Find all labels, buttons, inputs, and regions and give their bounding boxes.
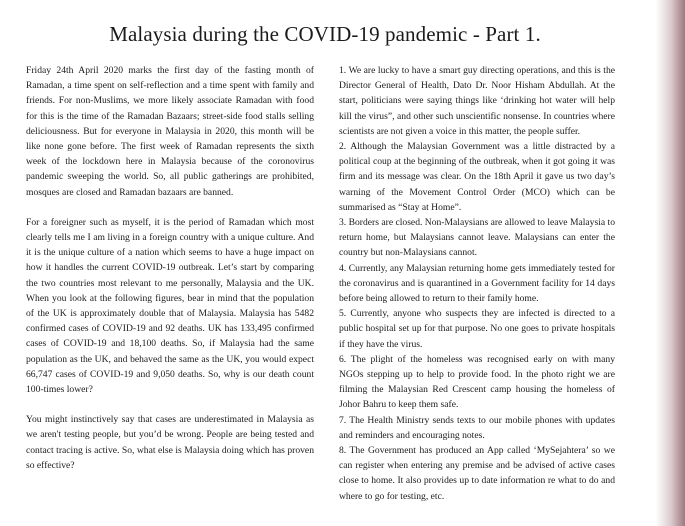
paragraph-comparison: For a foreigner such as myself, it is the period of Ramadan which most clearly tells me I am living in a foreign country with a unique culture. And it is the unique culture of a nation which seems to have a huge impact on how it handles the current COVID-19 outbreak. Let’s start by comparing the two countries most relevant to me personally, Malaysia and the UK. When you look at the following figures, bear in mind that the population of the UK is approximately double that of Malaysia. Malaysia has 5482 confirmed cases of COVID-19 and 92 deaths. UK has 133,495 confirmed cases of COVID-19 and 18,100 deaths. So, if Malaysia had the same population as the UK, and behaved the same as the UK, you would expect 66,747 cases of COVID-19 and 9,050 deaths. So, why is our death count 100-times lower? (26, 216, 314, 396)
list-item-1: 1. We are lucky to have a smart guy directing operations, and this is the Director General of Health, Dato Dr. Noor Hisham Abdullah. At the start, politicians were saying things like ‘drinking hot water will help kill the virus”, and other such unscientific nonsense. In countries where scientists are not given a voice in this matter, the people suffer. (339, 65, 615, 137)
list-item-7: 7. The Health Ministry sends texts to our mobile phones with updates and reminders and encouraging notes. (339, 414, 615, 441)
list-item-6: 6. The plight of the homeless was recognised early on with many NGOs stepping up to help to provide food. In the photo right we are filming the Malaysian Red Crescent camp housing the homeless of Johor Bahru to keep them safe. (339, 353, 615, 411)
paragraph-intro: Friday 24th April 2020 marks the first day of the fasting month of Ramadan, a time spent on self-reflection and a time spent with family and friends. For non-Muslims, we more likely associate Ramadan with food for this is the time of the Ramadan Bazaars; street-side food stalls selling deliciousness. But for everyone in Malaysia in 2020, this month will be like none gone before. The first week of Ramadan represents the sixth week of the lockdown here in Malaysia because of the coronovirus pandemic sweeping the world. So, all public gatherings are prohibited, mosques are closed and Ramadan bazaars are banned. (26, 65, 314, 198)
right-column (339, 63, 615, 504)
left-column (26, 63, 314, 488)
list-item-4: 4. Currently, any Malaysian returning home gets immediately tested for the coronavirus and is quarantined in a Government facility for 14 days before being allowed to return to their family home. (339, 262, 615, 305)
paragraph-question: You might instinctively say that cases are underestimated in Malaysia as we aren't testing people, but you’d be wrong. People are being tested and contact tracing is active. So, what else is Malaysia doing which has proven so effective? (26, 414, 314, 471)
page-title: Malaysia during the COVID-19 pandemic - Part 1. (109, 22, 541, 46)
list-item-3: 3. Borders are closed. Non-Malaysians are allowed to leave Malaysia to return home, but Malaysians cannot leave. Malaysians can enter the country but non-Malaysians cannot. (339, 217, 615, 259)
list-item-2: 2. Although the Malaysian Government was a little distracted by a political coup at the beginning of the outbreak, when it got going it was firm and its message was clear. On the 18th April it gave us two day’s warning of the Movement Control Order (MCO) which can be summarised as “Stay at Home”. (339, 141, 615, 213)
list-item-5: 5. Currently, anyone who suspects they are infected is directed to a public hospital set up for that purpose. No one goes to private hospitals if they have the virus. (339, 308, 615, 350)
list-item-8: 8. The Government has produced an App called ‘MySejahtera’ so we can register when entering any premise and be advised of active cases close to home. It also provides up to date information re what to do and where to go for testing, etc. (339, 445, 615, 502)
page-edge-shadow (655, 0, 685, 526)
